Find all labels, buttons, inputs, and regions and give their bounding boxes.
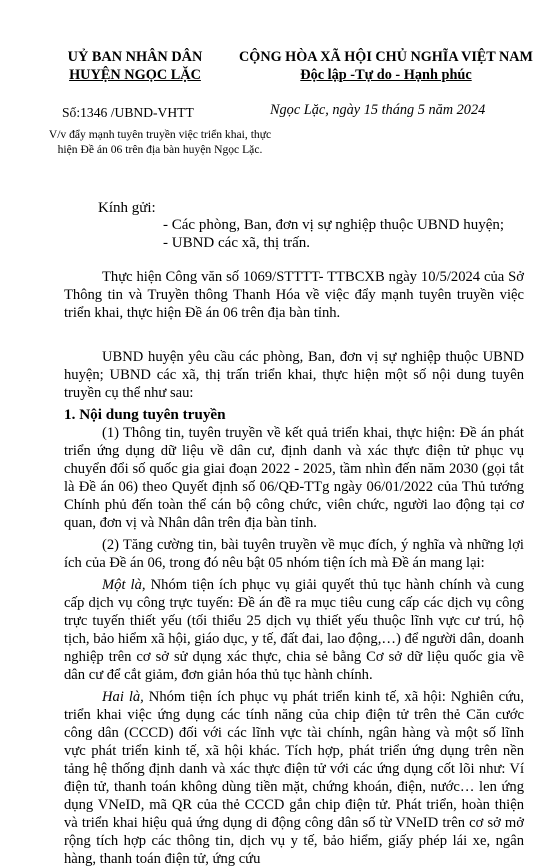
request-paragraph: UBND huyện yêu cầu các phòng, Ban, đơn vị sự nghiệp thuộc UBND huyện; UBND các xã, thị trấn triển khai, thực hiện một số nội dung tuyên truyền cụ thể như sau: [64, 349, 524, 401]
body-content [64, 268, 524, 868]
benefit-1-text: Nhóm tiện ích phục vụ giải quyết thủ tục hành chính và cung cấp dịch vụ công trực tuyến: Đề án đề ra mục tiêu cung cấp các dịch vụ công trực tuyến thiết yếu (tối thiểu 25 dịch vụ thiết yếu thuộc lĩnh vực cư trú, hộ tịch, bảo hiểm xã hội, giáo dục, y tế, đất đai, lao động,…) để người dân, doanh nghiệp trên cơ sở sử dụng xác thực, chia sẻ bằng Cơ sở dữ liệu quốc gia về dân cư để cắt giảm, đơn giản hóa thủ tục hành chính. [64, 577, 524, 683]
document-subject: V/v đẩy mạnh tuyên truyền việc triển khai, thực hiện Đề án 06 trên địa bàn huyện Ngọc Lặc. [48, 128, 272, 156]
recipient-2: - UBND các xã, thị trấn. [163, 235, 311, 251]
item-1-paragraph: (1) Thông tin, tuyên truyền về kết quả triển khai, thực hiện: Đề án phát triển ứng dụng dữ liệu về dân cư, định danh và xác thực điện tử phục vụ chuyển đổi số quốc gia giai đoạn 2022 - 2025, tầm nhìn đến năm 2030 (gọi tắt là Đề án 06) theo Quyết định số 06/QĐ-TTg ngày 06/01/2022 của Thủ tướng Chính phủ đến toàn thể cán bộ công chức, viên chức, người lao động tại cơ quan, đơn vị và Nhân dân trên địa bàn tỉnh. [64, 425, 524, 531]
agency-line-2: HUYỆN NGỌC LẶC [69, 67, 201, 83]
document-number: Số:1346 /UBND-VHTT [62, 105, 194, 120]
national-title [236, 48, 536, 84]
benefit-1-label: Một là, [102, 577, 146, 593]
national-motto: Độc lập -Tự do - Hạnh phúc [300, 67, 472, 83]
national-name: CỘNG HÒA XÃ HỘI CHỦ NGHĨA VIỆT NAM [239, 49, 533, 65]
intro-paragraph: Thực hiện Công văn số 1069/STTTT- TTBCXB ngày 10/5/2024 của Sở Thông tin và Truyền thông Thanh Hóa về việc đẩy mạnh tuyên truyền việc triển khai, thực hiện Đề án 06 trên địa bàn tỉnh. [64, 269, 524, 321]
section-heading: 1. Nội dung tuyên truyền [64, 406, 226, 423]
benefit-2-paragraph [64, 688, 524, 868]
recipient-1: - Các phòng, Ban, đơn vị sự nghiệp thuộc UBND huyện; [163, 217, 505, 233]
issuing-agency [40, 48, 230, 84]
benefit-1-paragraph [64, 576, 524, 684]
date-place-line: Ngọc Lặc, ngày 15 tháng 5 năm 2024 [270, 102, 486, 118]
salutation: Kính gửi: [98, 200, 156, 216]
agency-line-1: UỶ BAN NHÂN DÂN [67, 49, 203, 65]
item-2-paragraph: (2) Tăng cường tin, bài tuyên truyền về mục đích, ý nghĩa và những lợi ích của Đề án 06, trong đó nêu bật 05 nhóm tiện ích mà Đề án mang lại: [64, 537, 524, 571]
benefit-2-label: Hai là, [102, 689, 144, 705]
benefit-2-text: Nhóm tiện ích phục vụ phát triển kinh tế, xã hội: Nghiên cứu, triển khai việc ứng dụng các tính năng của chip điện tử trên thẻ Căn cước công dân (CCCD) đối với các lĩnh vực tài chính, ngân hàng và một số lĩnh vực phát triển kinh tế, xã hội khác. Tích hợp, phát triển ứng dụng trên nền tảng hệ thống định danh và xác thực điện tử với các ứng dụng cốt lõi như: Ví điện tử, thanh toán không dùng tiền mặt, chứng khoán, điện, nước… len ứng dụng VNeID, mã QR của thẻ CCCD gắn chip điện tử. Phát triển, hoàn thiện và triển khai hiệu quả ứng dụng di động công dân số từ VNeID trên cơ sở mở rộng tích hợp các thông tin, dịch vụ y tế, bảo hiểm, giấy phép lái xe, ngân hàng, thanh toán điện tử, ứng cứu [64, 689, 524, 867]
